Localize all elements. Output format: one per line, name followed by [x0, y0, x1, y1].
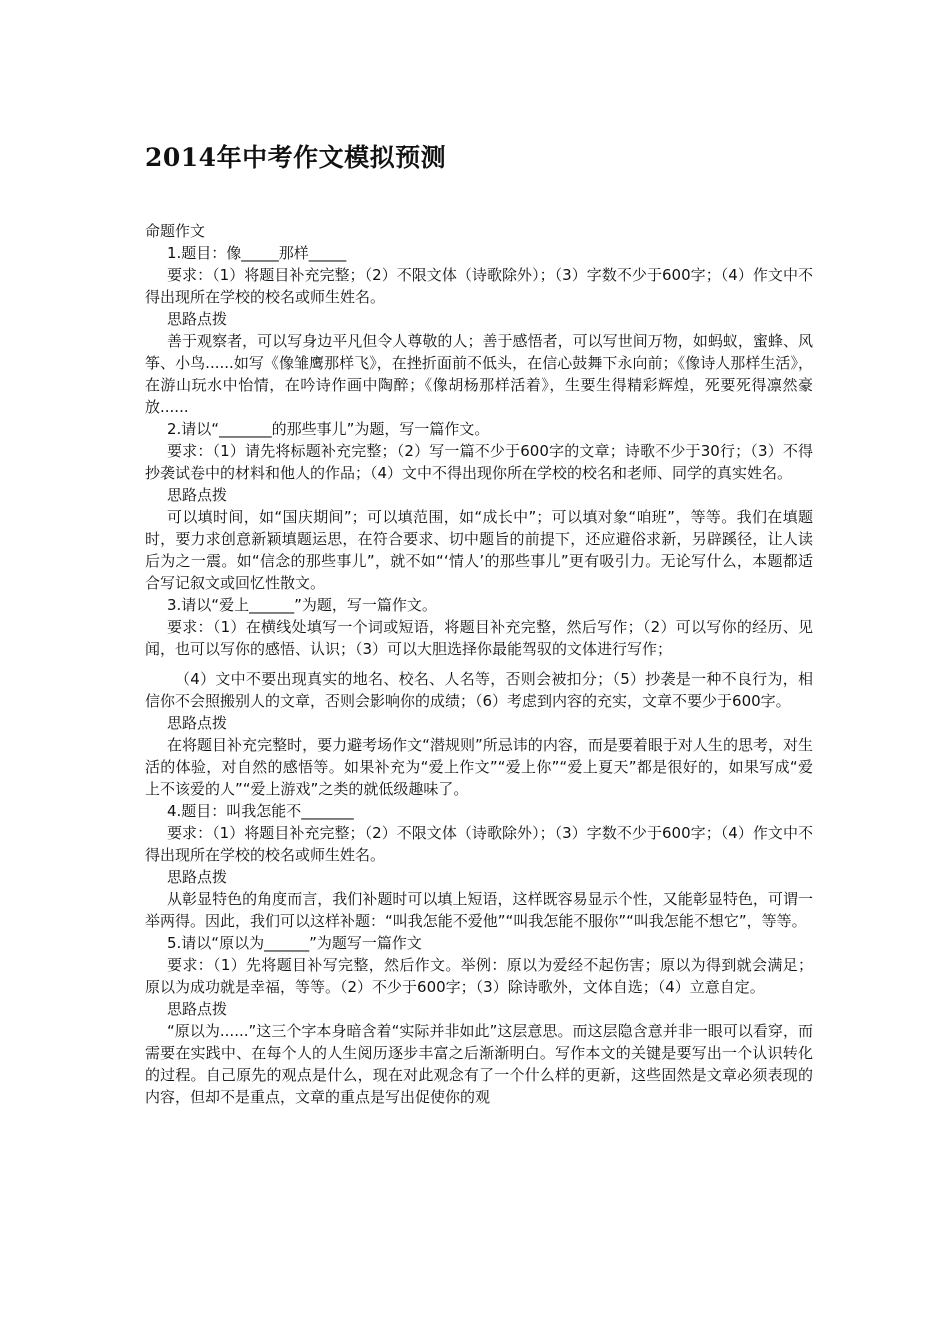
- paragraph-text: 要求：（1）将题目补充完整；（2）不限文体（诗歌除外）；（3）字数不少于600字；（4）作文中不得出现所在学校的校名或师生姓名。: [145, 266, 813, 306]
- paragraph-heading: 思路点拨: [167, 310, 228, 328]
- paragraph-text: 要求：（1）先将题目补写完整，然后作文。举例：原以为爱经不起伤害；原以为得到就会满足；原以为成功就是幸福，等等。（2）不少于600字；（3）除诗歌外，文体自选；（4）立意自定。: [145, 956, 813, 996]
- paragraph-heading: 1.题目：像_____那样_____: [167, 244, 347, 262]
- paragraph-text: 要求：（1）请先将标题补充完整；（2）写一篇不少于600字的文章；诗歌不少于30行；（3）不得抄袭试卷中的材料和他人的作品；（4）文中不得出现你所在学校的校名和老师、同学的真实姓名。: [145, 442, 813, 482]
- document-title: 2014年中考作文模拟预测: [145, 143, 447, 172]
- paragraph-heading: 2.请以“_______的那些事儿”为题，写一篇作文。: [167, 420, 490, 438]
- paragraph-heading: 思路点拨: [167, 486, 228, 504]
- paragraph-text: 要求：（1）将题目补充完整；（2）不限文体（诗歌除外）；（3）字数不少于600字；（4）作文中不得出现所在学校的校名或师生姓名。: [145, 824, 813, 864]
- paragraph-text: 要求：（1）在横线处填写一个词或短语，将题目补充完整，然后写作；（2）可以写你的经历、见闻，也可以写你的感悟、认识；（3）可以大胆选择你最能驾驭的文体进行写作；: [145, 618, 813, 658]
- paragraph-heading: 思路点拨: [167, 1000, 228, 1018]
- document-page: [145, 140, 813, 1108]
- paragraph-heading: 思路点拨: [167, 868, 228, 886]
- paragraph-text: 可以填时间，如“国庆期间”；可以填范围，如“成长中”；可以填对象“咱班”，等等。我们在填题时，要力求创意新颖填题运思，在符合要求、切中题旨的前提下，还应避俗求新，另辟蹊径，让人读后为之一震。如“信念的那些事儿”，就不如“‘情人’的那些事儿”更有吸引力。无论写什么，本题都适合写记叙文或回忆性散文。: [145, 508, 813, 592]
- paragraph-text: 善于观察者，可以写身边平凡但令人尊敬的人；善于感悟者，可以写世间万物，如蚂蚁，蜜蜂、风筝、小鸟......如写《像雏鹰那样飞》，在挫折面前不低头，在信心鼓舞下永向前；《像诗人那样生活》，在游山玩水中怡情，在吟诗作画中陶醉；《像胡杨那样活着》，生要生得精彩辉煌，死要死得凛然豪放......: [145, 332, 813, 416]
- section-label: 命题作文: [145, 222, 206, 240]
- paragraph-text: 从彰显特色的角度而言，我们补题时可以填上短语，这样既容易显示个性，又能彰显特色，可谓一举两得。因此，我们可以这样补题：“叫我怎能不爱他”“叫我怎能不服你”“叫我怎能不想它”，等等。: [145, 890, 813, 930]
- paragraph-text: 在将题目补充完整时，要力避考场作文“潜规则”所忌讳的内容，而是要着眼于对人生的思考，对生活的体验，对自然的感悟等。如果补充为“爱上作文”“爱上你”“爱上夏天”都是很好的，如果写成“爱上不该爱的人”“爱上游戏”之类的就低级趣味了。: [145, 736, 813, 798]
- paragraph-list: [145, 242, 813, 1108]
- paragraph-heading: 3.请以“爱上______”为题，写一篇作文。: [167, 596, 437, 614]
- paragraph-heading: 5.请以“原以为______”为题写一篇作文: [167, 934, 422, 952]
- paragraph-heading: 思路点拨: [167, 714, 228, 732]
- paragraph-heading: 4.题目：叫我怎能不_______: [167, 802, 354, 820]
- paragraph-text: “原以为......”这三个字本身暗含着“实际并非如此”这层意思。而这层隐含意并非一眼可以看穿，而需要在实践中、在每个人的人生阅历逐步丰富之后渐渐明白。写作本文的关键是要写出一个认识转化的过程。自己原先的观点是什么，现在对此观念有了一个什么样的更新，这些固然是文章必须表现的内容，但却不是重点，文章的重点是写出促使你的观: [145, 1022, 813, 1106]
- paragraph-text: （4）文中不要出现真实的地名、校名、人名等，否则会被扣分；（5）抄袭是一种不良行为，相信你不会照搬别人的文章，否则会影响你的成绩；（6）考虑到内容的充实，文章不要少于600字。: [145, 670, 813, 710]
